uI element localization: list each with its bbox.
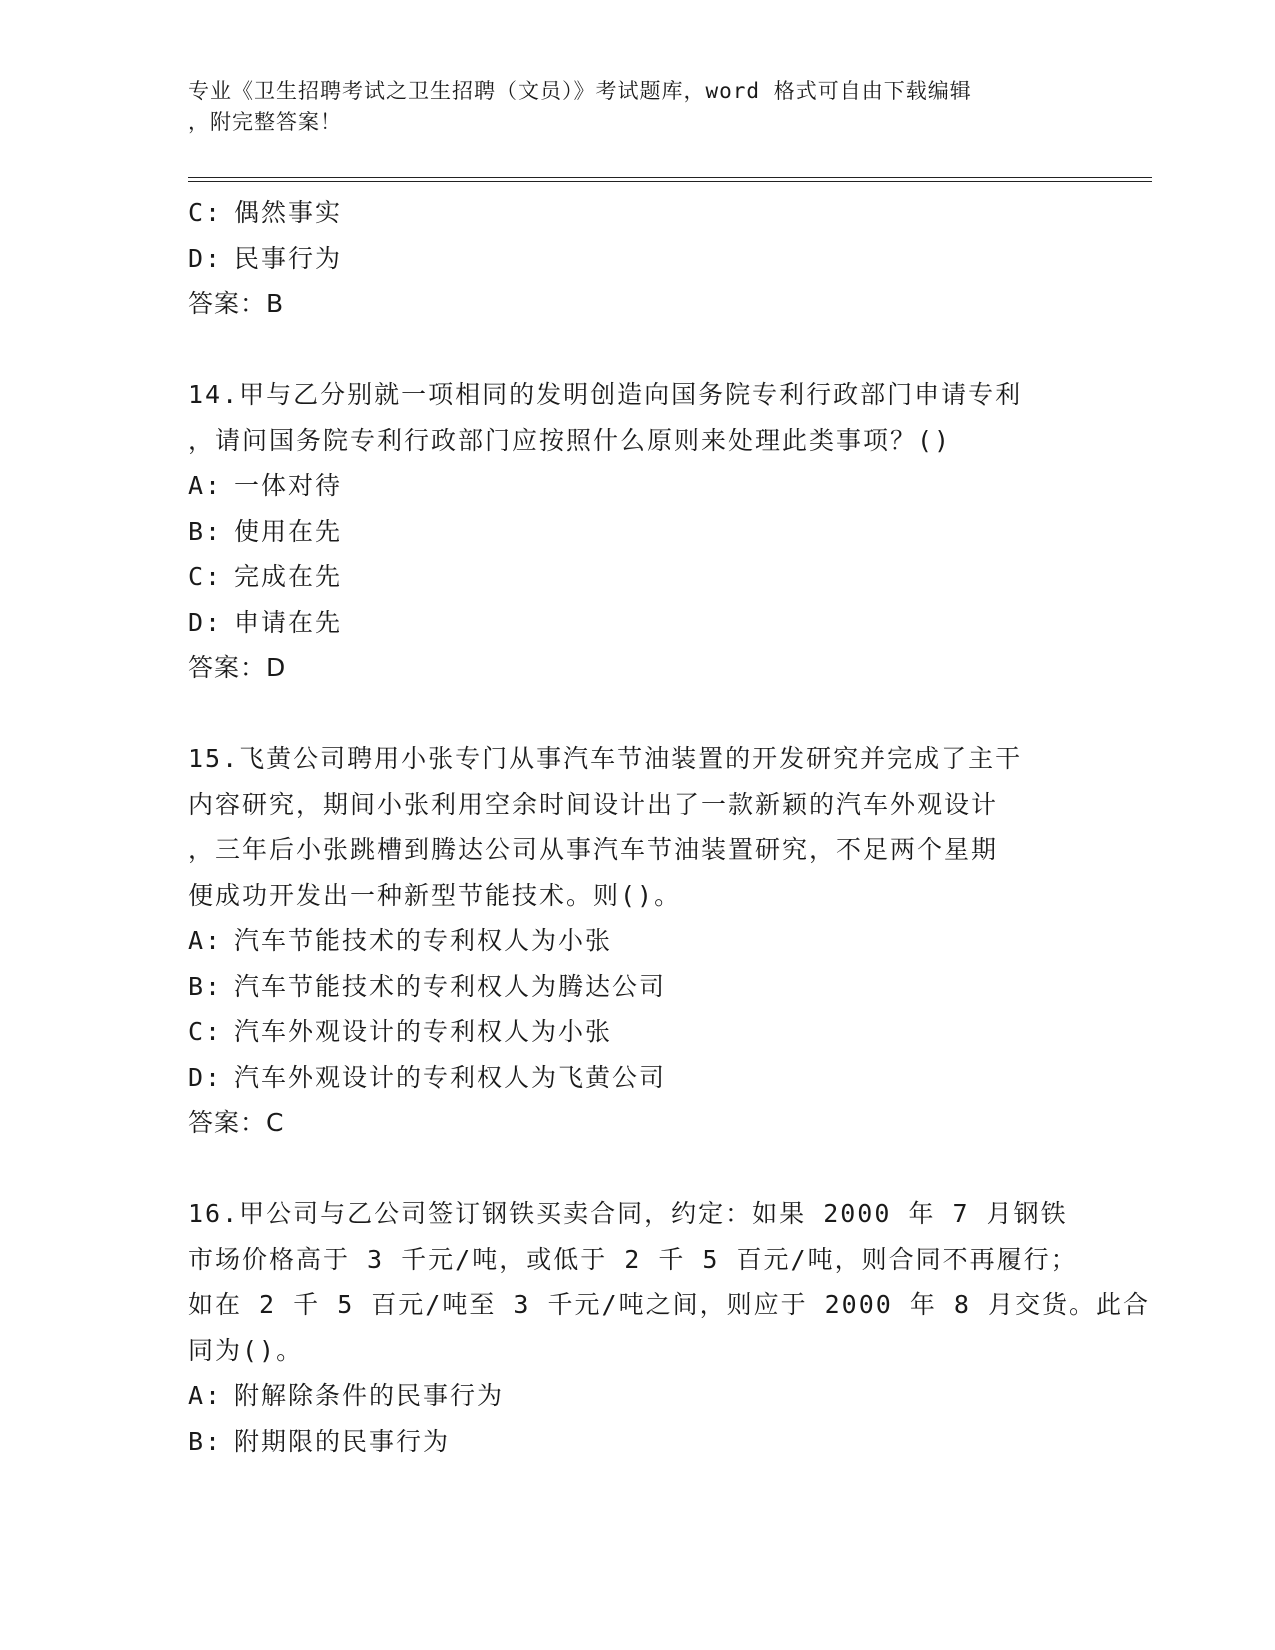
question-16-line: 同为()。 [188,1335,304,1365]
question-14-line: ，请问国务院专利行政部门应按照什么原则来处理此类事项？() [188,425,952,455]
option-c: C: 完成在先 [188,562,343,591]
option-c: C: 汽车外观设计的专利权人为小张 [188,1017,613,1046]
question-14-line: 14.甲与乙分别就一项相同的发明创造向国务院专利行政部门申请专利 [188,380,1023,409]
option-a: A: 一体对待 [188,471,343,500]
question-15-line: ，三年后小张跳槽到腾达公司从事汽车节油装置研究，不足两个星期 [188,835,999,864]
option-d: D: 申请在先 [188,607,343,637]
answer: 答案：D [188,653,287,682]
question-15-line: 15.飞黄公司聘用小张专门从事汽车节油装置的开发研究并完成了主干 [188,744,1023,773]
page-header [188,76,1088,138]
header-rule-top [188,177,1152,178]
header-line-2: ，附完整答案！ [188,110,342,134]
option-c: C: 偶然事实 [188,198,343,227]
option-b: B: 汽车节能技术的专利权人为腾达公司 [188,971,667,1001]
question-16-line: 如在 2 千 5 百元/吨至 3 千元/吨之间，则应于 2000 年 8 月交货。此合 [188,1290,1151,1319]
answer: 答案：B [188,289,285,318]
question-15-line: 便成功开发出一种新型节能技术。则()。 [188,880,682,910]
question-15-line: 内容研究，期间小张利用空余时间设计出了一款新颖的汽车外观设计 [188,789,999,819]
question-content [188,190,1151,1464]
question-16-line: 16.甲公司与乙公司签订钢铁买卖合同，约定：如果 2000 年 7 月钢铁 [188,1199,1068,1228]
header-rule-bottom [188,181,1152,182]
option-d: D: 民事行为 [188,243,343,273]
option-a: A: 附解除条件的民事行为 [188,1381,505,1410]
option-b: B: 使用在先 [188,516,343,546]
answer: 答案：C [188,1108,285,1137]
option-b: B: 附期限的民事行为 [188,1426,451,1456]
header-line-1: 专业《卫生招聘考试之卫生招聘（文员）》考试题库，word 格式可自由下载编辑 [188,79,972,103]
option-a: A: 汽车节能技术的专利权人为小张 [188,926,613,955]
question-16-line: 市场价格高于 3 千元/吨，或低于 2 千 5 百元/吨，则合同不再履行； [188,1244,1078,1274]
option-d: D: 汽车外观设计的专利权人为飞黄公司 [188,1062,667,1092]
